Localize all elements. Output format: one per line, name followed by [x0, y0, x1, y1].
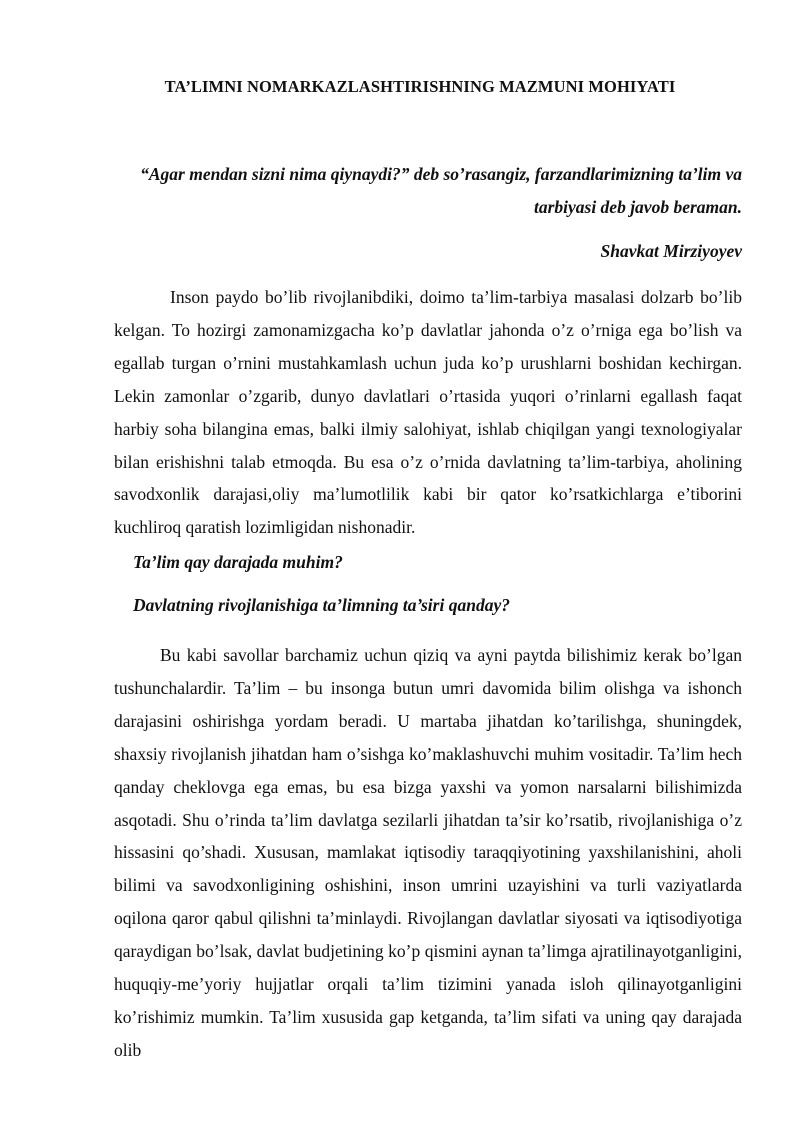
body-paragraph-2: Bu kabi savollar barchamiz uchun qiziq va ayni paytda bilishimiz kerak bo’lgan tushunchalardir. Ta’lim – bu insonga butun umri davomida bilim olishga va ishonch darajasini oshirishga yordam beradi. U martaba jihatdan ko’tarilishga, shuningdek, shaxsiy rivojlanish jihatdan ham o’sishga ko’maklashuvchi muhim vositadir. Ta’lim hech qanday cheklovga ega emas, bu esa bizga yaxshi va yomon narsalarni bilishimizda asqotadi. Shu o’rinda ta’lim davlatga sezilarli jihatdan ta’sir ko’rsatib, rivojlanishiga o’z hissasini qo’shadi. Xususan, mamlakat iqtisodiy taraqqiyotining yaxshilanishini, aholi bilimi va savodxonligining oshishini, inson umrini uzayishini va turli vaziyatlarda oqilona qaror qabul qilishni ta’minlaydi. Rivojlangan davlatlar siyosati va iqtisodiyotiga qaraydigan bo’lsak, davlat budjetining ko’p qismini aynan ta’limga ajratilinayotganligini, huquqiy-me’yoriy hujjatlar orqali ta’lim tizimini yanada isloh qilinayotganligini ko’rishimiz mumkin. Ta’lim xususida gap ketganda, ta’lim sifati va uning qay darajada olib: [114, 645, 742, 1060]
body-paragraph-1: Inson paydo bo’lib rivojlanibdiki, doimo ta’lim-tarbiya masalasi dolzarb bo’lib kelgan. To hozirgi zamonamizgacha ko’p davlatlar jahonda o’z o’rniga ega bo’lish va egallab turgan o’rnini mustahkamlash uchun juda ko’p urushlarni boshidan kechirgan. Lekin zamonlar o’zgarib, dunyo davlatlari o’rtasida yuqori o’rinlarni egallash faqat harbiy soha bilangina emas, balki ilmiy salohiyat, ishlab chiqilgan yangi texnologiyalar bilan erishishni talab etmoqda. Bu esa o’z o’rnida davlatning ta’lim-tarbiya, aholining savodxonlik darajasi,oliy ma’lumotlilik kabi bir qator ko’rsatkichlarga e’tiborini kuchliroq qaratish lozimligidan nishonadir.: [114, 287, 742, 538]
epigraph-author: Shavkat Mirziyoyev: [600, 241, 742, 261]
question-heading-1: Ta’lim qay darajada muhim?: [133, 552, 343, 572]
page-title: TA’LIMNI NOMARKAZLASHTIRISHNING MAZMUNI MOHIYATI: [164, 77, 676, 96]
question-heading-2: Davlatning rivojlanishiga ta’limning ta’siri qanday?: [133, 595, 510, 615]
epigraph-quote: “Agar mendan sizni nima qiynaydi?” deb so’rasangiz, farzandlarimizning ta’lim va tarbiyasi deb javob beraman.: [140, 164, 742, 217]
